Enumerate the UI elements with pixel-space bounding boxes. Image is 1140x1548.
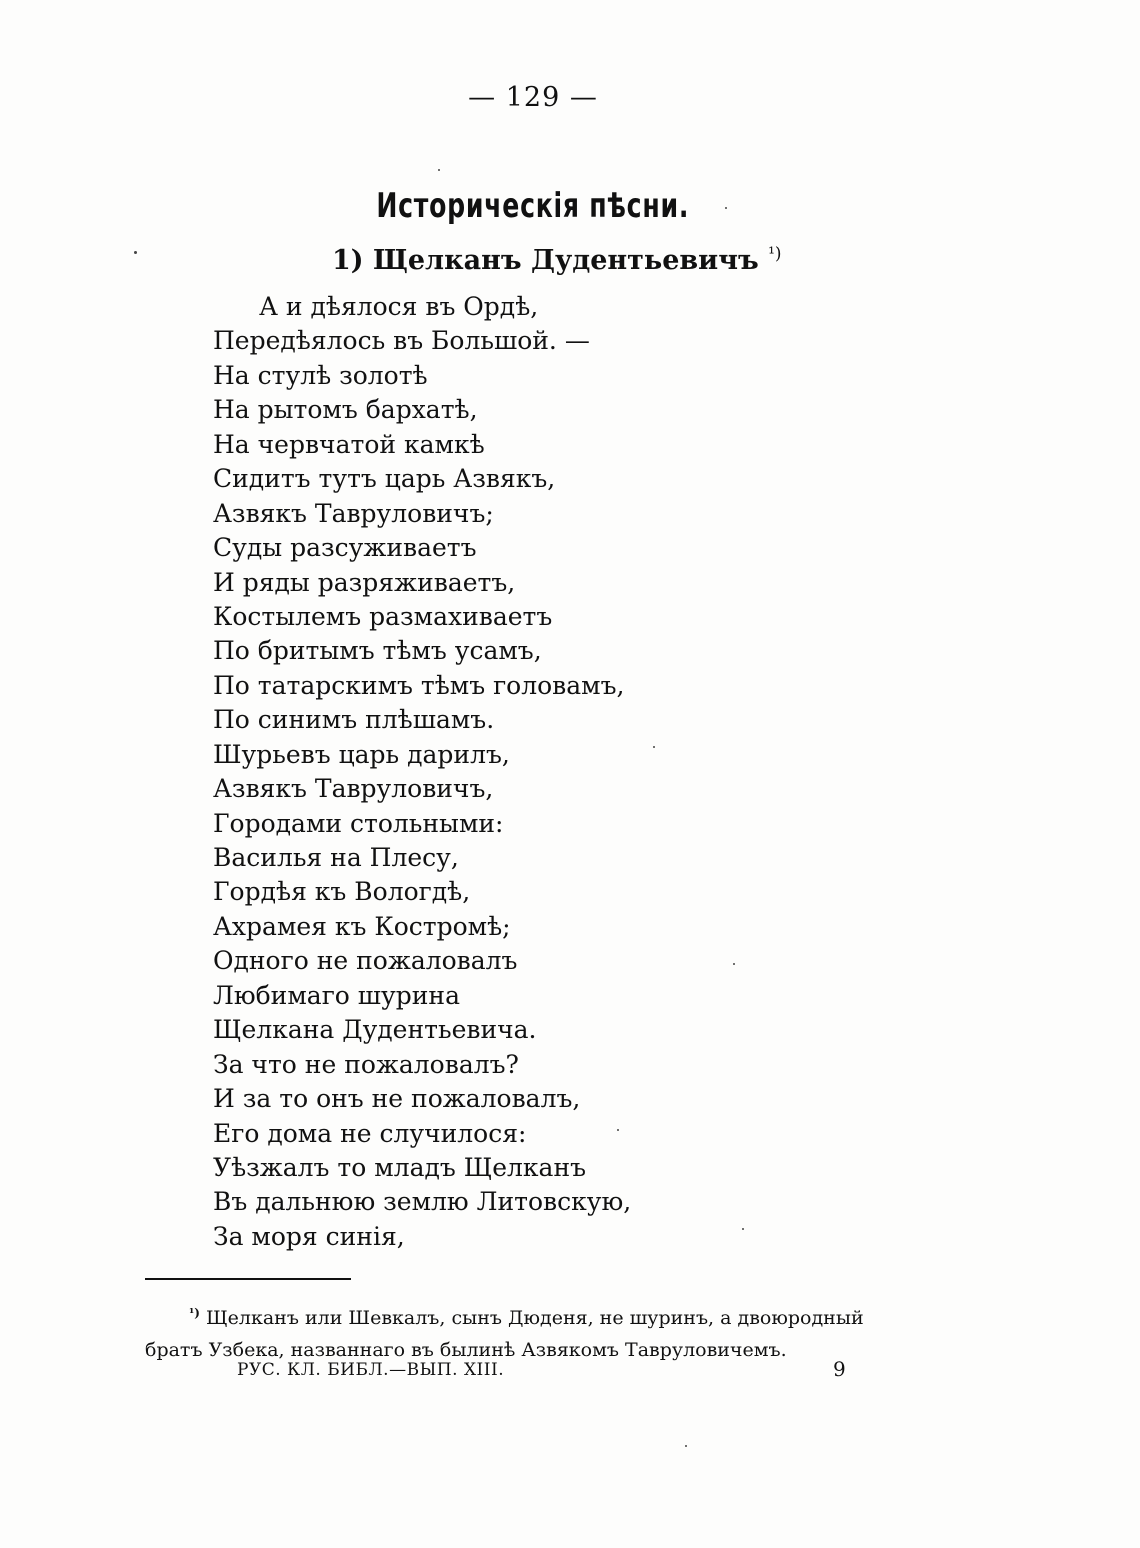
poem-line: Его дома не случилося:: [213, 1118, 527, 1148]
poem-line: И за то онъ не пожаловалъ,: [213, 1084, 581, 1114]
page-number: — 129 —: [468, 82, 598, 113]
scan-speck: [653, 746, 655, 748]
poem-line: За что не пожаловалъ?: [213, 1049, 519, 1079]
poem-line: Василья на Плесу,: [213, 843, 459, 872]
poem-line: Суды разсуживаетъ: [213, 533, 477, 563]
scan-speck: [134, 251, 137, 254]
poem-line: А и дѣялося въ Ордѣ,: [259, 292, 539, 321]
poem-line: На рытомъ бархатѣ,: [213, 395, 478, 425]
poem-line: По татарскимъ тѣмъ головамъ,: [213, 670, 625, 700]
poem-line: Азвякъ Тавруловичъ;: [213, 498, 494, 528]
poem-line: Костылемъ размахиваетъ: [213, 601, 553, 631]
footnote-line-1: [145, 1297, 917, 1334]
scan-speck: [685, 1445, 687, 1447]
poem-line: Ахрамея къ Костромѣ;: [213, 911, 511, 941]
poem-line: По бритымъ тѣмъ усамъ,: [213, 636, 542, 666]
poem-line: Шурьевъ царь дарилъ,: [213, 739, 510, 769]
poem-line: На стулѣ золотѣ: [213, 360, 428, 390]
scan-speck: [733, 963, 735, 965]
poem-line: Гордѣя къ Вологдѣ,: [213, 877, 471, 907]
scan-speck: [742, 1228, 744, 1230]
poem-title: [332, 244, 782, 276]
poem-line: Одного не пожаловалъ: [213, 946, 518, 976]
poem-line: По синимъ плѣшамъ.: [213, 705, 495, 735]
section-title: Историческія пѣсни.: [376, 186, 690, 226]
scan-speck: [617, 1129, 619, 1131]
poem-line: Азвякъ Тавруловичъ,: [213, 774, 494, 804]
poem-text: [213, 290, 631, 1254]
poem-line: На червчатой камкѣ: [213, 429, 485, 459]
poem-line: Любимаго шурина: [213, 980, 460, 1010]
poem-line: Уѣзжалъ то младъ Щелканъ: [213, 1152, 587, 1182]
poem-line: Щелкана Дудентьевича.: [213, 1015, 537, 1045]
poem-line: Сидитъ тутъ царь Азвякъ,: [213, 464, 556, 494]
poem-line: И ряды разряживаетъ,: [213, 567, 516, 597]
scan-speck: [725, 207, 727, 209]
footnote: [145, 1297, 917, 1366]
poem-title-footnote-mark: ¹): [768, 244, 782, 264]
poem-line: Въ дальнюю землю Литовскую,: [213, 1187, 632, 1217]
footnote-divider: [145, 1278, 351, 1280]
signature-number: 9: [833, 1357, 846, 1381]
poem-title-text: 1) Щелканъ Дудентьевичъ: [332, 245, 759, 276]
signature-mark: РУС. КЛ. БИБЛ.—ВЫП. XIII.: [237, 1360, 505, 1380]
footnote-line-2: братъ Узбека, названнаго въ былинѣ Азвякомъ Тавруловичемъ.: [145, 1339, 787, 1361]
poem-line: За моря синія,: [213, 1221, 405, 1251]
footnote-text-1: Щелканъ или Шевкалъ, сынъ Дюденя, не шуринъ, а двоюродный: [205, 1307, 864, 1329]
scan-speck: [438, 169, 440, 171]
poem-line: Передѣялось въ Большой. —: [213, 326, 590, 356]
footnote-mark: ¹): [189, 1306, 200, 1320]
poem-line: Городами стольными:: [213, 808, 504, 838]
